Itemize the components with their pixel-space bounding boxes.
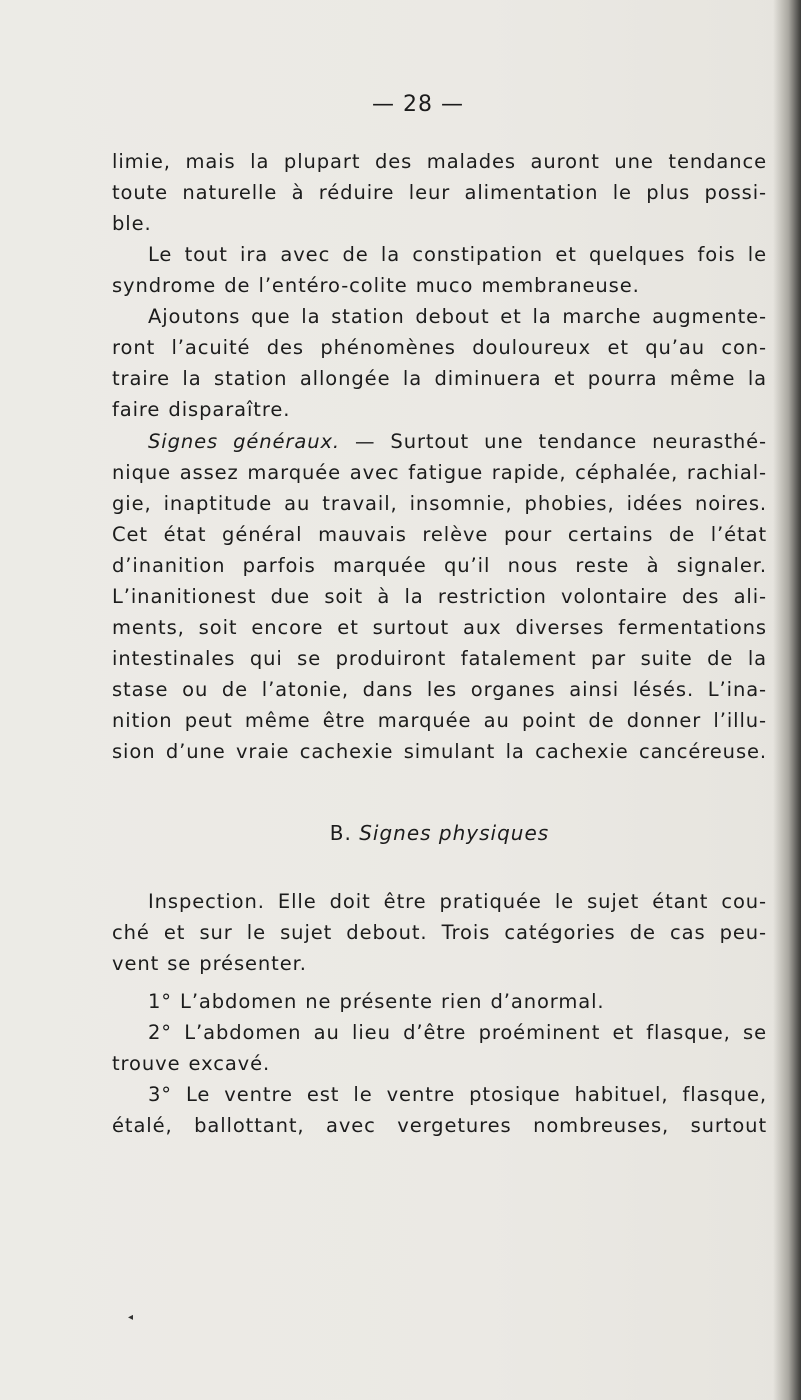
text-line <box>112 426 767 457</box>
list-item: 3° Le ventre est le ventre ptosique habituel, flasque, <box>148 1083 767 1106</box>
signes-generaux-title: Signes généraux. <box>148 430 340 453</box>
text-line: ble. <box>112 212 152 235</box>
text-line: stase ou de l’atonie, dans les organes ainsi lésés. L’ina- <box>112 678 767 701</box>
section-title: Signes physiques <box>359 821 550 845</box>
signes-generaux-paragraph <box>112 426 767 767</box>
text-line: toute naturelle à réduire leur alimentation le plus possi- <box>112 181 767 204</box>
text-line: Ajoutons que la station debout et la marche augmente- <box>148 305 767 328</box>
section-heading <box>112 821 767 845</box>
text-line: Cet état général mauvais relève pour certains de l’état <box>112 523 767 546</box>
text-line: gie, inaptitude au travail, insomnie, phobies, idées noires. <box>112 492 767 515</box>
paragraph-continuation <box>112 146 767 425</box>
text-line: L’inanitionest due soit à la restriction volontaire des ali- <box>112 585 767 608</box>
section-letter: B. <box>329 821 360 845</box>
ink-speck: ◂ <box>128 1312 134 1323</box>
text-line: faire disparaître. <box>112 398 291 421</box>
list-item: étalé, ballottant, avec vergetures nombreuses, surtout <box>112 1114 767 1137</box>
text-line: traire la station allongée la diminuera et pourra même la <box>112 367 767 390</box>
text-line: Inspection. Elle doit être pratiquée le sujet étant cou- <box>148 890 767 913</box>
text-line: intestinales qui se produiront fatalement par suite de la <box>112 647 767 670</box>
list-item: trouve excavé. <box>112 1052 271 1075</box>
page-edge-shadow <box>773 0 801 1400</box>
text-line: nition peut même être marquée au point de donner l’illu- <box>112 709 767 732</box>
text-line: vent se présenter. <box>112 952 307 975</box>
signes-generaux-intro: — Surtout une tendance neurasthé- <box>340 430 767 453</box>
list-item: 2° L’abdomen au lieu d’être proéminent et flasque, se <box>148 1021 767 1044</box>
text-line: sion d’une vraie cachexie simulant la cachexie cancéreuse. <box>112 740 767 763</box>
text-line: ront l’acuité des phénomènes douloureux et qu’au con- <box>112 336 767 359</box>
list-item: 1° L’abdomen ne présente rien d’anormal. <box>148 990 605 1013</box>
text-line: syndrome de l’entéro-colite muco membraneuse. <box>112 274 640 297</box>
text-line: ché et sur le sujet debout. Trois catégories de cas peu- <box>112 921 767 944</box>
text-line: Le tout ira avec de la constipation et quelques fois le <box>148 243 767 266</box>
text-line: ments, soit encore et surtout aux diverses fermentations <box>112 616 767 639</box>
page-number: — 28 — <box>372 92 464 117</box>
text-line: limie, mais la plupart des malades auront une tendance <box>112 150 767 173</box>
numbered-list <box>112 986 767 1141</box>
text-line: d’inanition parfois marquée qu’il nous reste à signaler. <box>112 554 767 577</box>
inspection-paragraph <box>112 886 767 979</box>
text-line: nique assez marquée avec fatigue rapide, céphalée, rachial- <box>112 461 767 484</box>
